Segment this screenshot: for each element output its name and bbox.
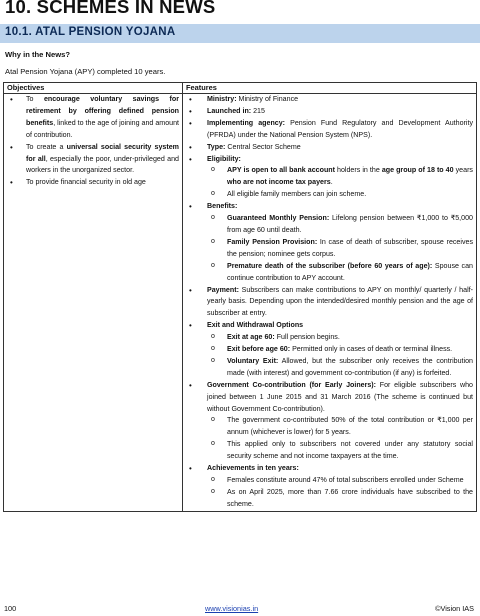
exit-item: o Exit before age 60: Permitted only in cases of death or terminal illness.	[207, 344, 473, 356]
features-cell	[183, 94, 477, 512]
eligibility-item: o APY is open to all bank account holders in the age group of 18 to 40 years who are not income tax payers.	[207, 165, 473, 189]
objectives-header: Objectives	[4, 83, 183, 94]
features-header: Features	[183, 83, 477, 94]
feature-benefits: • Benefits: o Guaranteed Monthly Pension: Lifelong pension between ₹1,000 to ₹5,000 from age 60 until death. o Family Pension Provision: In case of death of subscriber, spouse receives the pension; nominee gets corpus. o Premature death of the subscriber (before 60 years of age): Spouse can continue contribution to APY account.	[183, 201, 476, 284]
feature-launched: • Launched in: 215	[183, 106, 476, 118]
why-heading: Why in the News?	[5, 50, 70, 59]
exit-item: o Voluntary Exit: Allowed, but the subscriber only receives the contribution made (with interest) and government co-contribution (if any) is forfeited.	[207, 356, 473, 380]
objective-item: • To create a universal social security system for all, especially the poor, under-privileged and workers in the unorganized sector.	[4, 142, 182, 178]
eligibility-item: o All eligible family members can join scheme.	[207, 189, 473, 201]
objectives-cell	[4, 94, 183, 512]
scheme-table	[3, 82, 477, 512]
feature-agency: • Implementing agency: Pension Fund Regulatory and Development Authority (PFRDA) under the National Pension System (NPS).	[183, 118, 476, 142]
feature-exit: • Exit and Withdrawal Options o Exit at age 60: Full pension begins. o Exit before age 60: Permitted only in cases of death or terminal illness. o Voluntary Exit: Allowed, but the subscriber only receives the contribution made (with interest) and government co-contribution (if any) is forfeited.	[183, 320, 476, 380]
subsection-title: 10.1. ATAL PENSION YOJANA	[5, 26, 176, 38]
benefit-item: o Premature death of the subscriber (before 60 years of age): Spouse can continue contribution to APY account.	[207, 261, 473, 285]
feature-eligibility: • Eligibility: o APY is open to all bank account holders in the age group of 18 to 40 years who are not income tax payers. o All eligible family members can join scheme.	[183, 154, 476, 202]
benefit-item: o Family Pension Provision: In case of death of subscriber, spouse receives the pension; nominee gets corpus.	[207, 237, 473, 261]
benefit-item: o Guaranteed Monthly Pension: Lifelong pension between ₹1,000 to ₹5,000 from age 60 until death.	[207, 213, 473, 237]
achievement-item: o Females constitute around 47% of total subscribers enrolled under Scheme	[207, 475, 473, 487]
objective-item: • To encourage voluntary savings for retirement by offering defined pension benefits, linked to the age of joining and amount of contribution.	[4, 94, 182, 142]
page-number: 100	[4, 604, 17, 613]
section-title: 10. SCHEMES IN NEWS	[5, 0, 216, 17]
feature-type: • Type: Central Sector Scheme	[183, 142, 476, 154]
achievement-item: o As on April 2025, more than 7.66 crore individuals have subscribed to the scheme.	[207, 487, 473, 511]
feature-payment: • Payment: Subscribers can make contributions to APY on monthly/ quarterly / half-yearly basis. Depending upon the intended/desired monthly pension and the age of subscriber at entry.	[183, 285, 476, 321]
copyright: ©Vision IAS	[435, 604, 474, 613]
cocontribution-item: o This applied only to subscribers not covered under any statutory social security scheme and not income taxpayers at the time.	[207, 439, 473, 463]
objective-item: • To provide financial security in old age	[4, 177, 182, 189]
feature-ministry: • Ministry: Ministry of Finance	[183, 94, 476, 106]
cocontribution-item: o The government co-contributed 50% of the total contribution or ₹1,000 per annum (whichever is lower) for 5 years.	[207, 415, 473, 439]
website-link[interactable]: www.visionias.in	[205, 604, 259, 613]
feature-cocontribution: • Government Co-contribution (for Early Joiners): For eligible subscribers who joined between 1 June 2015 and 31 March 2016 (The scheme is continued but without Government Co-contribution). o The government co-contributed 50% of the total contribution or ₹1,000 per annum (whichever is lower) for 5 years. o This applied only to subscribers not covered under any statutory social security scheme and not income taxpayers at the time.	[183, 380, 476, 463]
intro-text: Atal Pension Yojana (APY) completed 10 years.	[5, 67, 166, 76]
exit-item: o Exit at age 60: Full pension begins.	[207, 332, 473, 344]
feature-achievements: • Achievements in ten years: o Females constitute around 47% of total subscribers enrolled under Scheme o As on April 2025, more than 7.66 crore individuals have subscribed to the scheme.	[183, 463, 476, 511]
subsection-bar	[0, 24, 480, 43]
